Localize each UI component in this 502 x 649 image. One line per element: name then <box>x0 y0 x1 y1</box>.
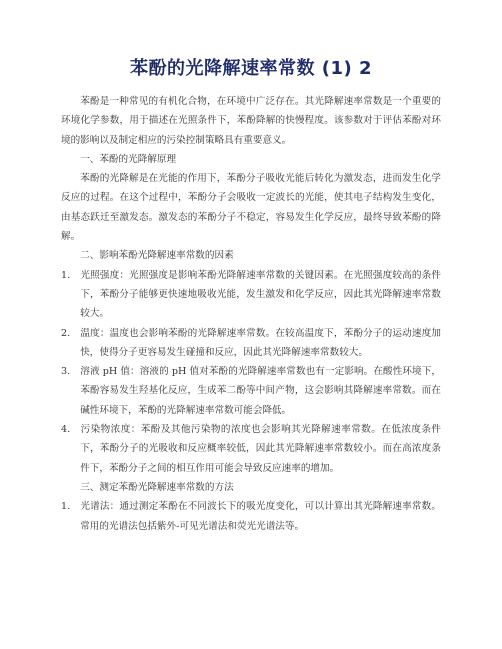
principle-paragraph: 苯酚的光降解是在光能的作用下，苯酚分子吸收光能后转化为激发态，进而发生化学反应的过程。在这个过程中，苯酚分子会吸收一定波长的光能，使其电子结构发生变化，由基态跃迁至激发态。激发态的苯酚分子不稳定，容易发生化学反应，最终导致苯酚的降解。 <box>61 173 441 243</box>
list-item-temperature <box>61 324 441 363</box>
intro-paragraph: 苯酚是一种常见的有机化合物，在环境中广泛存在。其光降解速率常数是一个重要的环境化学参数，用于描述在光照条件下，苯酚降解的快慢程度。该参数对于评估苯酚对环境的影响以及制定相应的污染控制策略具有重要意义。 <box>61 96 441 146</box>
document-title: 苯酚的光降解速率常数 (1) 2 <box>129 58 373 79</box>
list-item-text: 光谱法：通过测定苯酚在不同波长下的吸光度变化，可以计算出其光降解速率常数。常用的光谱法包括紫外-可见光谱法和荧光光谱法等。 <box>80 501 441 532</box>
list-item-spectroscopy <box>61 497 441 536</box>
list-number: 1. <box>61 269 71 281</box>
list-number: 3. <box>61 366 71 378</box>
list-number: 2. <box>61 327 71 339</box>
list-number: 1. <box>61 501 71 513</box>
list-item-ph <box>61 362 441 420</box>
section-heading-principle: 一、苯酚的光降解原理 <box>80 153 177 165</box>
section-heading-methods: 三、测定苯酚光降解速率常数的方法 <box>80 481 234 493</box>
list-item-text: 光照强度：光照强度是影响苯酚光降解速率常数的关键因素。在光照强度较高的条件下，苯酚分子能够更快速地吸收光能，发生激发和化学反应，因此其光降解速率常数较大。 <box>80 269 441 320</box>
list-item-text: 污染物浓度：苯酚及其他污染物的浓度也会影响其光降解速率常数。在低浓度条件下，苯酚分子的光吸收和反应概率较低，因此其光降解速率常数较小。而在高浓度条件下，苯酚分子之间的相互作用可能会导致反应速率的增加。 <box>80 424 441 474</box>
list-item-text: 温度：温度也会影响苯酚的光降解速率常数。在较高温度下，苯酚分子的运动速度加快，使得分子更容易发生碰撞和反应，因此其光降解速率常数较大。 <box>80 327 441 358</box>
list-item-light-intensity <box>61 266 441 324</box>
section-heading-factors: 二、影响苯酚光降解速率常数的因素 <box>80 250 234 262</box>
list-number: 4. <box>61 424 71 436</box>
list-item-text: 溶液 pH 值：溶液的 pH 值对苯酚的光降解速率常数也有一定影响。在酸性环境下，苯酚容易发生羟基化反应，生成苯二酚等中间产物，这会影响其降解速率常数。而在碱性环境下，苯酚的光降解速率常数可能会降低。 <box>80 366 441 416</box>
document-body <box>61 92 441 536</box>
list-item-concentration <box>61 420 441 478</box>
